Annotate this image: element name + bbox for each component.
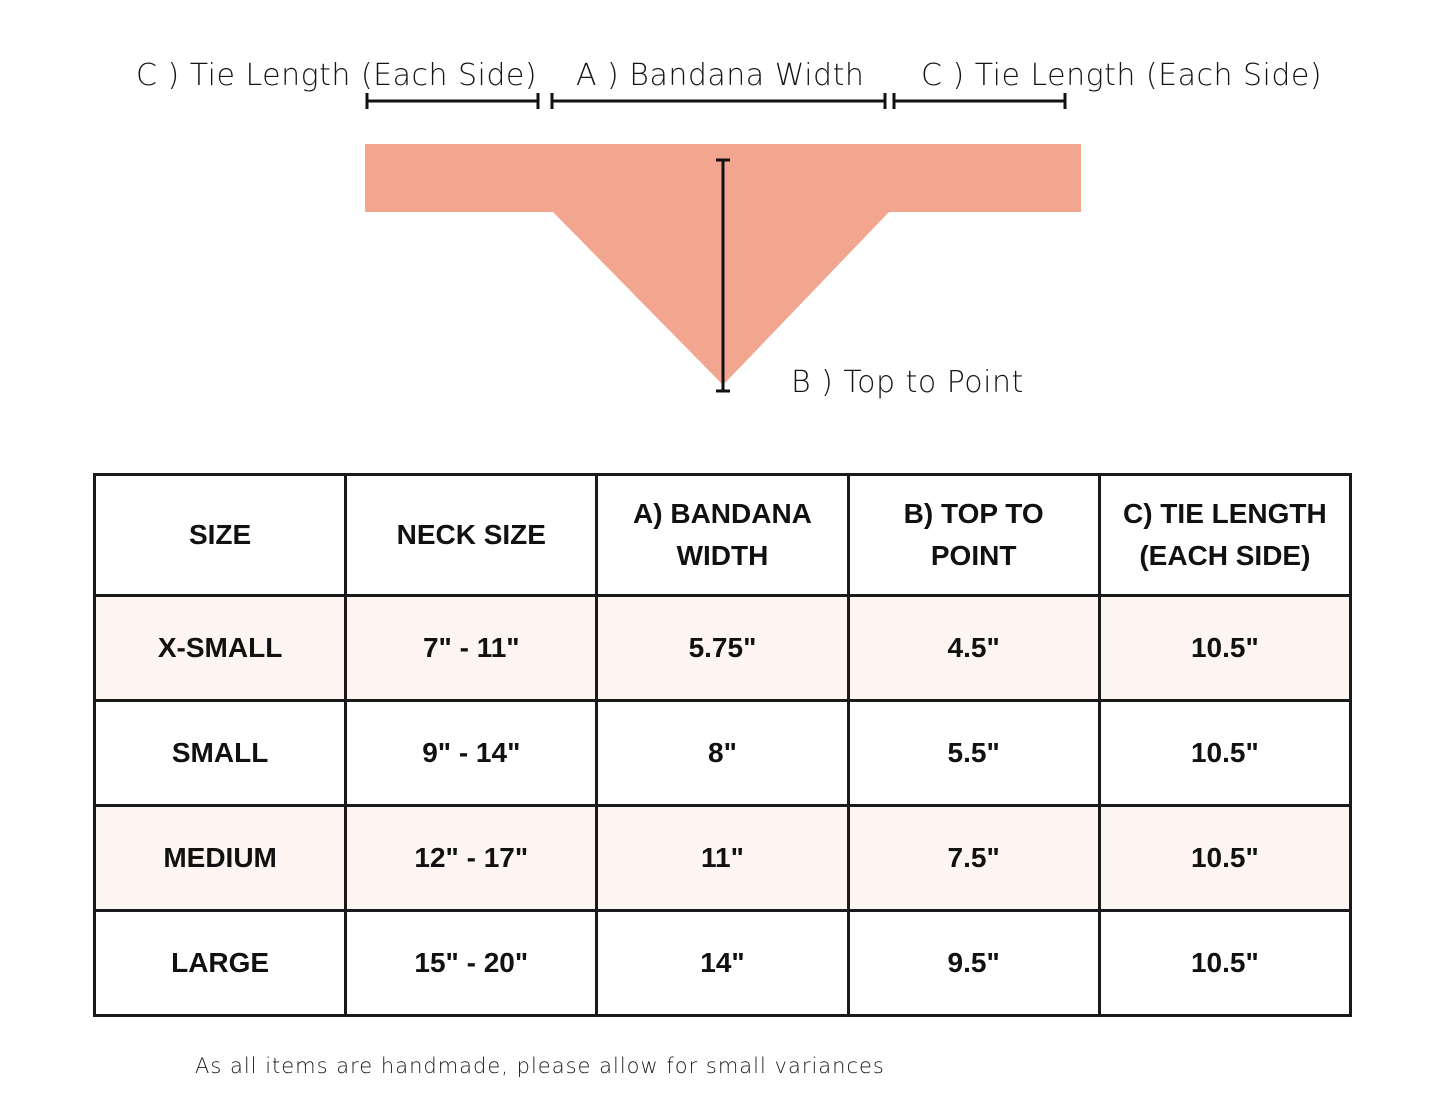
table-row bbox=[95, 596, 1351, 701]
cell-size: LARGE bbox=[95, 911, 346, 1016]
cell-tie-length: 10.5" bbox=[1099, 701, 1350, 806]
cell-bandana-width: 14" bbox=[597, 911, 848, 1016]
cell-neck-size: 15" - 20" bbox=[346, 911, 597, 1016]
cell-tie-length: 10.5" bbox=[1099, 806, 1350, 911]
tie-length-left-dimension bbox=[367, 93, 538, 109]
cell-tie-length: 10.5" bbox=[1099, 596, 1350, 701]
cell-top-to-point: 7.5" bbox=[848, 806, 1099, 911]
header-neck-size: NECK SIZE bbox=[346, 475, 597, 596]
bandana-width-dimension bbox=[552, 93, 885, 109]
table-row bbox=[95, 911, 1351, 1016]
header-bandana-width: A) BANDANA WIDTH bbox=[597, 475, 848, 596]
cell-neck-size: 12" - 17" bbox=[346, 806, 597, 911]
cell-bandana-width: 11" bbox=[597, 806, 848, 911]
cell-top-to-point: 4.5" bbox=[848, 596, 1099, 701]
table-row bbox=[95, 806, 1351, 911]
tie-length-right-dimension bbox=[894, 93, 1065, 109]
table-row bbox=[95, 701, 1351, 806]
tie-length-left-label: C ) Tie Length (Each Side) bbox=[136, 58, 538, 93]
bandana-diagram bbox=[0, 0, 1445, 440]
size-chart-table bbox=[93, 473, 1352, 1017]
cell-bandana-width: 8" bbox=[597, 701, 848, 806]
header-tie-length: C) TIE LENGTH (EACH SIDE) bbox=[1099, 475, 1350, 596]
cell-bandana-width: 5.75" bbox=[597, 596, 848, 701]
header-size: SIZE bbox=[95, 475, 346, 596]
tie-length-right-label: C ) Tie Length (Each Side) bbox=[921, 58, 1323, 93]
cell-neck-size: 9" - 14" bbox=[346, 701, 597, 806]
cell-top-to-point: 5.5" bbox=[848, 701, 1099, 806]
table-header-row bbox=[95, 475, 1351, 596]
cell-neck-size: 7" - 11" bbox=[346, 596, 597, 701]
cell-tie-length: 10.5" bbox=[1099, 911, 1350, 1016]
cell-top-to-point: 9.5" bbox=[848, 911, 1099, 1016]
cell-size: MEDIUM bbox=[95, 806, 346, 911]
header-top-to-point: B) TOP TO POINT bbox=[848, 475, 1099, 596]
bandana-width-label: A ) Bandana Width bbox=[576, 58, 865, 93]
cell-size: SMALL bbox=[95, 701, 346, 806]
handmade-disclaimer: As all items are handmade, please allow for small variances bbox=[195, 1054, 885, 1078]
top-to-point-label: B ) Top to Point bbox=[791, 365, 1024, 400]
cell-size: X-SMALL bbox=[95, 596, 346, 701]
